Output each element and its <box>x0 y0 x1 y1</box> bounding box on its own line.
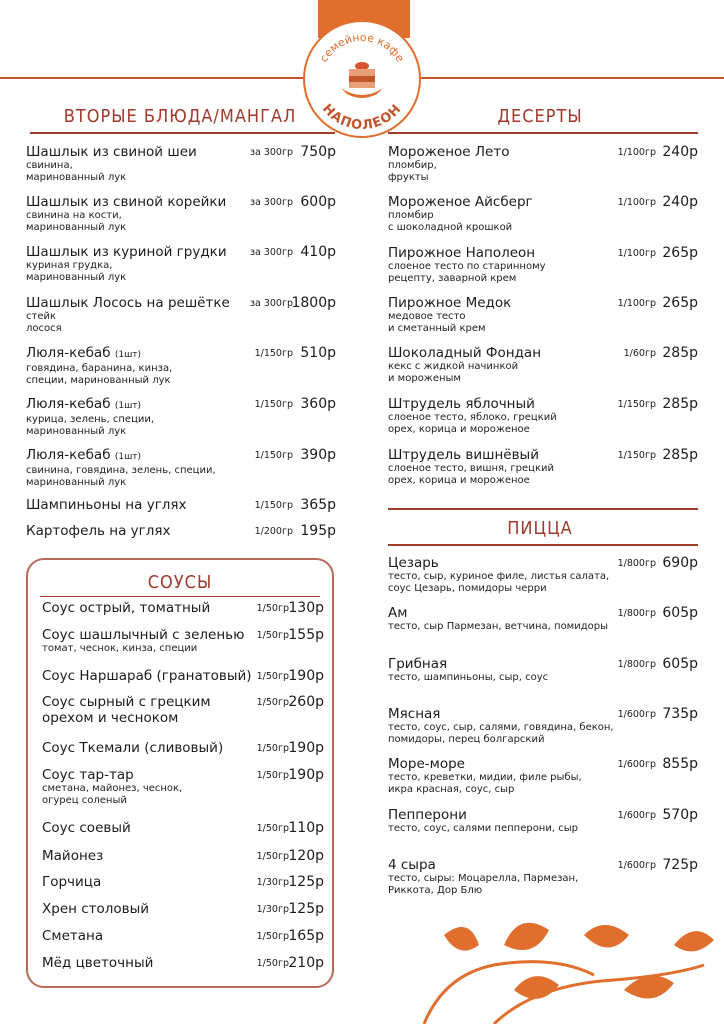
item-name-text: Шашлык из куриной грудки <box>26 244 227 260</box>
item-portion: 1/800гр <box>617 659 656 670</box>
item-name-text: Соус тар-тар <box>42 767 134 783</box>
menu-item <box>388 656 698 684</box>
menu-item <box>26 497 336 513</box>
menu-item <box>388 396 698 436</box>
item-price: 125р <box>288 901 324 917</box>
item-name-text: Люля-кебаб <box>26 345 111 361</box>
menu-item <box>42 820 324 836</box>
menu-item <box>388 447 698 487</box>
item-description: с шоколадной крошкой <box>388 222 513 233</box>
menu-item <box>388 194 698 234</box>
item-name-text: Шашлык Лосось на решётке <box>26 295 230 311</box>
item-description: Риккота, Дор Блю <box>388 885 483 896</box>
item-description: маринованный лук <box>26 172 127 183</box>
item-name-text: Мороженое Лето <box>388 144 510 160</box>
item-description: соус Цезарь, помидоры черри <box>388 583 547 594</box>
item-description: пломбир, <box>388 160 437 171</box>
item-description: тесто, сыр, куриное филе, листья салата, <box>388 571 610 582</box>
item-description: стейк <box>26 311 57 322</box>
item-description: маринованный лук <box>26 272 127 283</box>
item-price: 605р <box>662 656 698 672</box>
item-price: 260р <box>288 694 324 710</box>
cake-icon <box>341 62 383 98</box>
item-description: пломбир <box>388 210 434 221</box>
item-price: 735р <box>662 706 698 722</box>
item-name-text: Мёд цветочный <box>42 955 154 971</box>
item-name-text: Штрудель вишнёвый <box>388 447 539 463</box>
menu-item <box>42 848 324 864</box>
item-portion: 1/100гр <box>617 197 656 208</box>
item-name-text: Море-море <box>388 756 465 772</box>
item-price: 265р <box>662 245 698 261</box>
item-description: фрукты <box>388 172 429 183</box>
item-portion: 1/800гр <box>617 608 656 619</box>
menu-item <box>388 295 698 335</box>
item-name-text: Пирожное Медок <box>388 295 512 311</box>
logo-arc-text: семейное кафе <box>317 30 407 65</box>
desserts-title-underline <box>388 132 698 134</box>
item-description: кекс с жидкой начинкой <box>388 361 519 372</box>
menu-item <box>42 627 324 655</box>
item-description: тесто, креветки, мидии, филе рыбы, <box>388 772 582 783</box>
item-name-text: Пирожное Наполеон <box>388 245 536 261</box>
mains-title-underline <box>30 132 335 134</box>
item-description: тесто, соус, сыр, салями, говядина, бекон, <box>388 722 614 733</box>
mains-title: ВТОРЫЕ БЛЮДА/МАНГАЛ <box>63 106 297 127</box>
item-portion: 1/800гр <box>617 558 656 569</box>
item-name-text: Ам <box>388 605 408 621</box>
item-name-text: Соус острый, томатный <box>42 600 211 616</box>
pizza-title-underline <box>388 544 698 546</box>
item-portion: 1/200гр <box>254 526 293 537</box>
leaf-decoration <box>384 905 724 1024</box>
item-description: тесто, сыр Пармезан, ветчина, помидоры <box>388 621 609 632</box>
item-name-text: Соус сырный с грецким <box>42 694 211 710</box>
item-description: икра красная, соус, сыр <box>388 784 515 795</box>
item-portion: 1/150гр <box>254 348 293 359</box>
sauces-title: СОУСЫ <box>147 572 213 593</box>
item-price: 240р <box>662 194 698 210</box>
item-description: и сметанный крем <box>388 323 486 334</box>
item-portion: 1/150гр <box>254 399 293 410</box>
item-price: 725р <box>662 857 698 873</box>
item-qty: (1шт) <box>114 452 142 462</box>
menu-item <box>42 767 324 807</box>
menu-item <box>26 295 336 335</box>
menu-item <box>388 605 698 633</box>
item-portion: 1/150гр <box>254 500 293 511</box>
menu-item <box>42 901 324 917</box>
item-price: 750р <box>300 144 336 160</box>
item-description: сметана, майонез, чеснок, <box>42 783 183 794</box>
item-portion: 1/600гр <box>617 709 656 720</box>
item-portion: 1/50гр <box>256 931 289 942</box>
menu-item <box>42 600 324 616</box>
item-name-text: Соус Ткемали (сливовый) <box>42 740 224 756</box>
item-portion: 1/150гр <box>617 450 656 461</box>
item-portion: за 300гр <box>249 298 293 309</box>
item-price: 165р <box>288 928 324 944</box>
item-portion: 1/100гр <box>617 298 656 309</box>
item-name-text: Пепперони <box>388 807 467 823</box>
item-price: 410р <box>300 244 336 260</box>
menu-item <box>42 874 324 890</box>
item-portion: 1/60гр <box>623 348 656 359</box>
logo-name: НАПОЛЕОН <box>319 101 405 134</box>
item-name-text: Грибная <box>388 656 448 672</box>
item-price: 265р <box>662 295 698 311</box>
item-price: 855р <box>662 756 698 772</box>
item-price: 130р <box>288 600 324 616</box>
item-description: тесто, шампиньоны, сыр, соус <box>388 672 549 683</box>
item-price: 210р <box>288 955 324 971</box>
item-portion: 1/50гр <box>256 630 289 641</box>
menu-item <box>388 857 698 897</box>
item-name-text: Шашлык из свиной корейки <box>26 194 227 210</box>
item-name-text: Картофель на углях <box>26 523 171 539</box>
item-price: 125р <box>288 874 324 890</box>
item-portion: 1/50гр <box>256 851 289 862</box>
menu-item <box>42 694 324 726</box>
item-description: курица, зелень, специи, <box>26 414 155 425</box>
item-description: тесто, соус, салями пепперони, сыр <box>388 823 578 834</box>
item-description: свинина на кости, <box>26 210 122 221</box>
item-portion: 1/30гр <box>256 877 289 888</box>
item-description: и мороженым <box>388 373 461 384</box>
item-portion: 1/50гр <box>256 743 289 754</box>
menu-item <box>42 740 324 756</box>
item-portion: 1/50гр <box>256 697 289 708</box>
item-description: слоеное тесто по старинному <box>388 261 546 272</box>
menu-item <box>26 194 336 234</box>
item-portion: 1/50гр <box>256 958 289 969</box>
item-qty: (1шт) <box>114 401 142 411</box>
item-description: специи, маринованный лук <box>26 375 171 386</box>
item-description: говядина, баранина, кинза, <box>26 363 173 374</box>
item-name-text: Мороженое Айсберг <box>388 194 533 210</box>
item-description: медовое тесто <box>388 311 466 322</box>
item-price: 190р <box>288 740 324 756</box>
item-name-text: Шоколадный Фондан <box>388 345 542 361</box>
item-price: 195р <box>300 523 336 539</box>
menu-item <box>388 144 698 184</box>
item-name-text: Мясная <box>388 706 441 722</box>
item-portion: 1/50гр <box>256 770 289 781</box>
item-description: маринованный лук <box>26 477 127 488</box>
item-name-line2: орехом и чесноком <box>42 710 179 726</box>
sauces-title-underline <box>40 596 320 597</box>
item-portion: 1/600гр <box>617 759 656 770</box>
item-price: 155р <box>288 627 324 643</box>
desserts-title: ДЕСЕРТЫ <box>497 106 583 127</box>
item-name-text: Шашлык из свиной шеи <box>26 144 197 160</box>
item-description: свинина, <box>26 160 73 171</box>
item-portion: 1/600гр <box>617 810 656 821</box>
menu-item <box>26 396 336 438</box>
item-portion: 1/50гр <box>256 603 289 614</box>
menu-item <box>388 756 698 796</box>
svg-text:семейное кафе <box>317 31 407 65</box>
item-name-text: Хрен столовый <box>42 901 150 917</box>
item-description: огурец соленый <box>42 795 127 806</box>
item-name-text: Соус шашлычный с зеленью <box>42 627 245 643</box>
menu-item <box>26 523 336 539</box>
item-description: куриная грудка, <box>26 260 113 271</box>
menu-item <box>26 447 336 489</box>
item-description: слоеное тесто, яблоко, грецкий <box>388 412 557 423</box>
item-description: орех, корица и мороженое <box>388 475 530 486</box>
item-price: 570р <box>662 807 698 823</box>
item-portion: 1/50гр <box>256 823 289 834</box>
item-price: 510р <box>300 345 336 361</box>
item-description: слоеное тесто, вишня, грецкий <box>388 463 554 474</box>
menu-item <box>388 555 698 595</box>
item-portion: 1/150гр <box>254 450 293 461</box>
item-portion: 1/150гр <box>617 399 656 410</box>
pizza-title: ПИЦЦА <box>507 518 573 539</box>
item-price: 120р <box>288 848 324 864</box>
item-description: тесто, сыры: Моцарелла, Пармезан, <box>388 873 579 884</box>
item-price: 285р <box>662 345 698 361</box>
item-qty: (1шт) <box>114 350 142 360</box>
item-name-text: Горчица <box>42 874 102 890</box>
item-name-text: 4 сыра <box>388 857 436 873</box>
item-portion: за 300гр <box>249 147 293 158</box>
item-price: 365р <box>300 497 336 513</box>
item-description: маринованный лук <box>26 426 127 437</box>
item-price: 240р <box>662 144 698 160</box>
item-portion: за 300гр <box>249 197 293 208</box>
item-portion: 1/100гр <box>617 147 656 158</box>
item-description: помидоры, перец болгарский <box>388 734 545 745</box>
menu-item <box>388 345 698 385</box>
item-name-text: Сметана <box>42 928 104 944</box>
menu-item <box>42 955 324 971</box>
menu-item <box>388 706 698 746</box>
menu-item <box>388 245 698 285</box>
pizza-top-rule <box>388 508 698 510</box>
item-description: маринованный лук <box>26 222 127 233</box>
item-price: 190р <box>288 767 324 783</box>
item-price: 690р <box>662 555 698 571</box>
menu-item <box>26 345 336 387</box>
item-portion: 1/30гр <box>256 904 289 915</box>
menu-item <box>26 144 336 184</box>
item-name-text: Люля-кебаб <box>26 447 111 463</box>
item-price: 190р <box>288 668 324 684</box>
item-name-text: Соус Наршараб (гранатовый) <box>42 668 252 684</box>
item-price: 285р <box>662 396 698 412</box>
item-name-text: Цезарь <box>388 555 439 571</box>
item-description: томат, чеснок, кинза, специи <box>42 643 198 654</box>
item-price: 110р <box>288 820 324 836</box>
item-description: свинина, говядина, зелень, специи, <box>26 465 216 476</box>
item-portion: за 300гр <box>249 247 293 258</box>
item-name-text: Шампиньоны на углях <box>26 497 187 513</box>
item-name-text: Майонез <box>42 848 104 864</box>
item-price: 605р <box>662 605 698 621</box>
item-name-text: Люля-кебаб <box>26 396 111 412</box>
item-description: лосося <box>26 323 62 334</box>
item-description: рецепту, заварной крем <box>388 273 517 284</box>
item-name-text: Штрудель яблочный <box>388 396 535 412</box>
item-description: орех, корица и мороженое <box>388 424 530 435</box>
item-portion: 1/600гр <box>617 860 656 871</box>
item-portion: 1/50гр <box>256 671 289 682</box>
item-price: 600р <box>300 194 336 210</box>
item-portion: 1/100гр <box>617 248 656 259</box>
item-price: 360р <box>300 396 336 412</box>
menu-item <box>388 807 698 835</box>
menu-item <box>42 928 324 944</box>
item-name-text: Соус соевый <box>42 820 131 836</box>
menu-item <box>26 244 336 284</box>
item-price: 390р <box>300 447 336 463</box>
menu-item <box>42 668 324 684</box>
item-price: 1800р <box>291 295 336 311</box>
item-price: 285р <box>662 447 698 463</box>
